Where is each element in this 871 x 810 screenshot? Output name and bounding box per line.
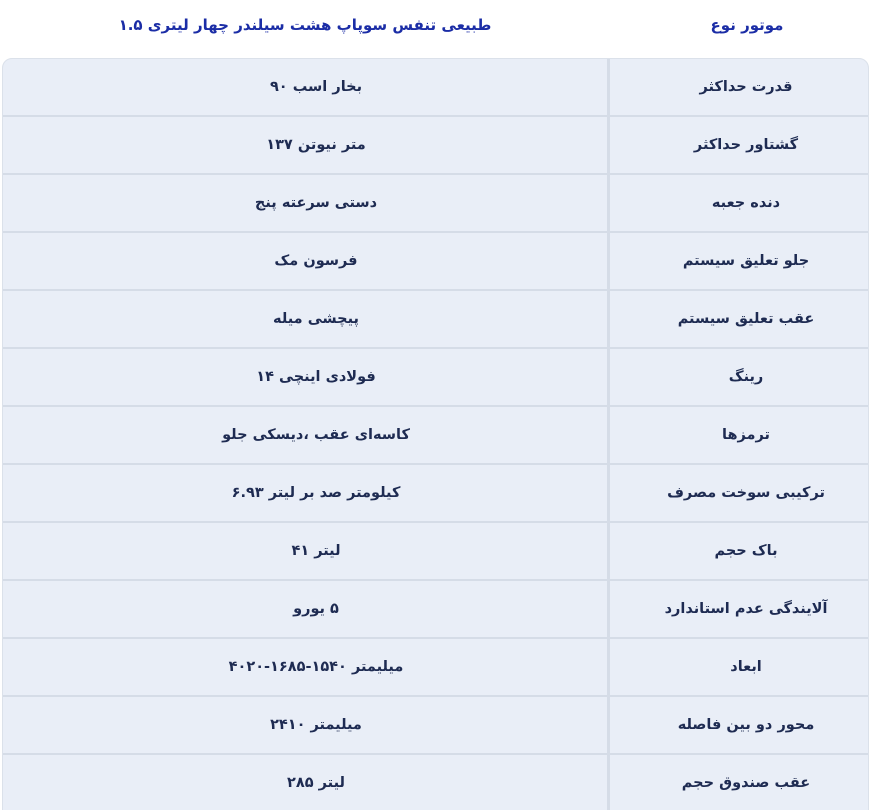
spec-value-cell [3, 59, 607, 115]
spec-value-cell [3, 117, 607, 173]
spec-label: مصرف ‎سوخت ‎ترکیبی [667, 484, 825, 501]
spec-label-cell [610, 581, 868, 637]
spec-label: حجم ‎صندوق ‎عقب [681, 774, 811, 791]
spec-value: پنج ‎سرعته ‎دستی [254, 194, 378, 211]
spec-label: حداکثر ‎قدرت [699, 78, 793, 95]
spec-label: سیستم ‎تعلیق ‎جلو [682, 252, 810, 269]
spec-label: استاندارد ‎عدم ‎آلایندگی [664, 600, 828, 617]
spec-label-cell [610, 175, 868, 231]
spec-value: مک ‎فرسون [274, 252, 358, 269]
spec-value-cell [3, 291, 607, 347]
spec-label-cell [610, 697, 868, 753]
spec-label-cell [610, 755, 868, 810]
spec-label: ابعاد [730, 658, 762, 675]
spec-value-cell [3, 523, 607, 579]
spec-value-cell [3, 465, 607, 521]
spec-value-cell [3, 407, 607, 463]
spec-label: سیستم ‎تعلیق ‎عقب [677, 310, 815, 327]
header-label: نوع ‎موتور [710, 15, 784, 34]
spec-value-cell [3, 581, 607, 637]
spec-value-cell [3, 697, 607, 753]
spec-value-cell [3, 755, 607, 810]
spec-value: میله ‎پیچشی [273, 310, 359, 327]
spec-value-cell [3, 233, 607, 289]
header-value: ۱.۵ ‎لیتری ‎چهار ‎سیلندر ‎هشت ‎سوپاپ ‎تنفس ‎طبیعی [118, 15, 492, 34]
spec-label: جعبه ‎دنده [711, 194, 781, 211]
spec-label: حجم ‎باک [714, 542, 778, 559]
spec-value-cell [3, 349, 607, 405]
spec-value: جلو ‎دیسکی، ‎عقب ‎کاسه‌ای [222, 426, 410, 443]
spec-label: فاصله ‎بین ‎دو ‎محور [677, 716, 815, 733]
spec-value-cell [3, 639, 607, 695]
spec-header [2, 0, 869, 50]
spec-label-cell [610, 523, 868, 579]
spec-label: ترمزها [722, 426, 770, 443]
spec-label-cell [610, 639, 868, 695]
spec-value: ۱۳۷ ‎نیوتن ‎متر [266, 136, 366, 153]
spec-label-cell [610, 233, 868, 289]
spec-value: ۹۰ ‎اسب ‎بخار [269, 78, 363, 95]
spec-label: رینگ [728, 368, 764, 385]
spec-value: ۲۸۵ ‎لیتر [287, 774, 345, 791]
spec-value: ۲۴۱۰ ‎میلیمتر [270, 716, 362, 733]
spec-value-cell [3, 175, 607, 231]
spec-table [2, 58, 869, 810]
spec-label-cell [610, 291, 868, 347]
spec-label-cell [610, 407, 868, 463]
spec-value: ۴۱ ‎لیتر [291, 542, 341, 559]
spec-value: یورو ‎۵ [293, 600, 339, 617]
spec-label-cell [610, 465, 868, 521]
spec-value: ۴۰۲۰-۱۶۸۵-۱۵۴۰ ‎میلیمتر [228, 658, 404, 675]
spec-value: ۶.۹۳ ‎لیتر ‎بر ‎صد ‎کیلومتر [231, 484, 401, 501]
spec-label-cell [610, 117, 868, 173]
spec-label-cell [610, 349, 868, 405]
spec-label: حداکثر ‎گشتاور [693, 136, 799, 153]
spec-label-cell [610, 59, 868, 115]
spec-value: ۱۴ ‎اینچی ‎فولادی [256, 368, 376, 385]
